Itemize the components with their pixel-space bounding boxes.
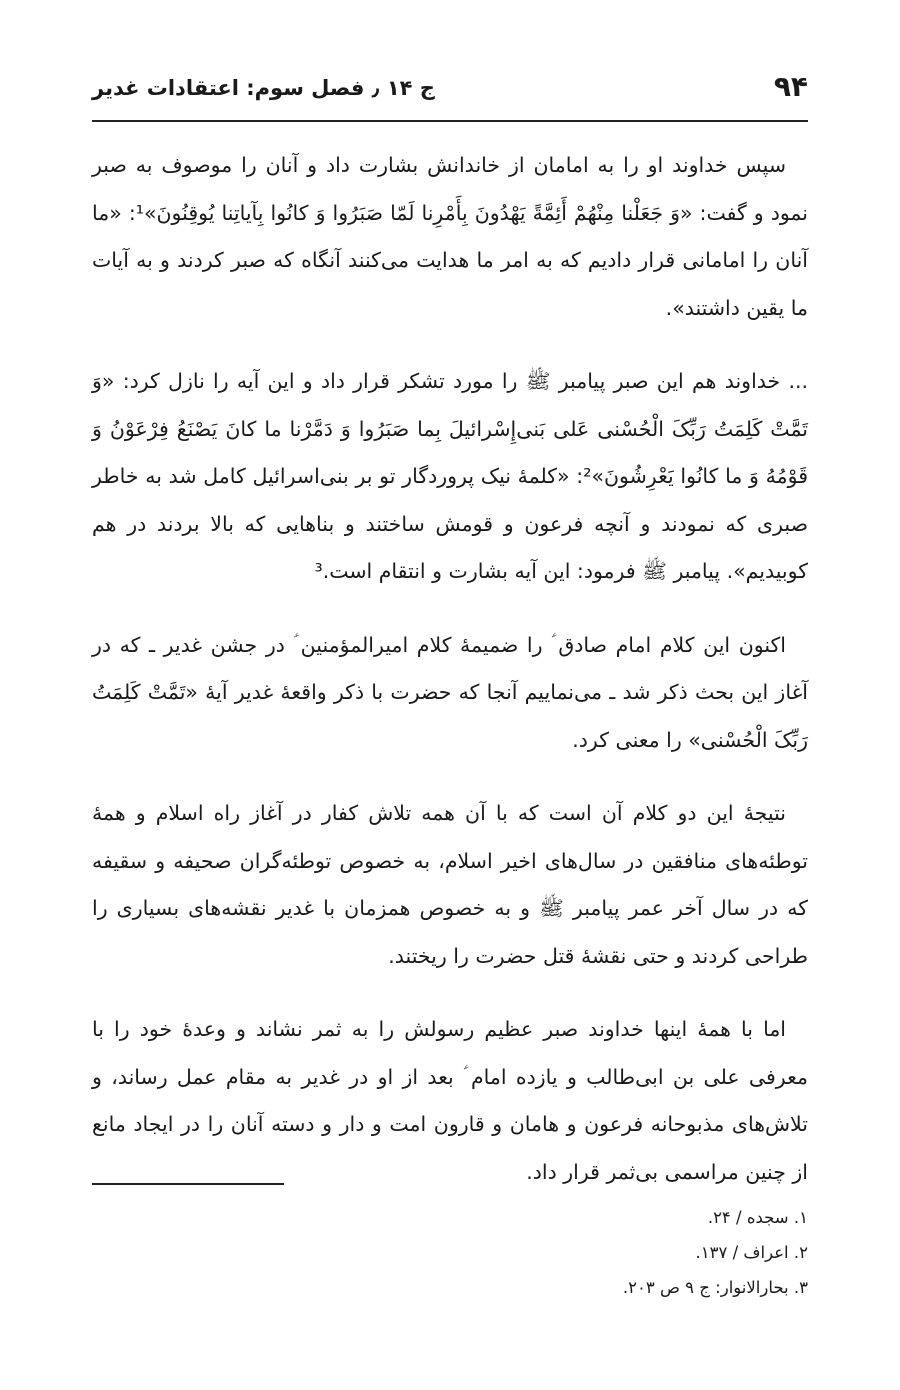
paragraph: اکنون این کلام امام صادق ؑ را ضمیمهٔ کلام امیرالمؤمنین ؑ در جشن غدیر ـ که در آغاز این بحث ذکر شد ـ می‌نماییم آنجا که حضرت با ذکر واقعهٔ غدیر آیهٔ «تَمَّتْ کَلِمَتُ رَبِّکَ الْحُسْنی» را معنی کرد. xyxy=(92,632,808,752)
page-header xyxy=(92,62,808,122)
footnotes xyxy=(92,1200,808,1305)
paragraph: سپس خداوند او را به امامان از خاندانش بشارت داد و آنان را موصوف به صبر نمود و گفت: «وَ جَعَلْنا مِنْهُمْ أَئِمَّةً یَهْدُونَ بِأَمْرِنا لَمّا صَبَرُوا وَ کانُوا بِآیاتِنا یُوقِنُونَ»¹: «ما آنان را امامانی قرار دادیم که به امر ما هدایت می‌کنند آنگاه که صبر کردند و به آیات ما یقین داشتند». xyxy=(92,153,808,320)
footnote: ۱. سجده / ۲۴. xyxy=(707,1208,808,1227)
paragraph: نتیجهٔ این دو کلام آن است که با آن همه تلاش کفار در آغاز راه اسلام و همهٔ توطئه‌های منافقین در سال‌های اخیر اسلام، به خصوص توطئه‌گران صحیفه و سقیفه که در سال آخر عمر پیامبر ﷺ و به خصوص همزمان با غدیر نقشه‌های بسیاری را طراحی کردند و حتی نقشهٔ قتل حضرت را ریختند. xyxy=(92,801,808,968)
book-page xyxy=(92,0,808,1390)
paragraph: اما با همهٔ اینها خداوند صبر عظیم رسولش را به ثمر نشاند و وعدهٔ خود را با معرفی علی بن ابی‌طالب و یازده امام ؑ بعد از او در غدیر به مقام عمل رساند، و تلاش‌های مذبوحانه فرعون و هامان و قارون امت و دار و دسته آنان را در ایجاد مانع از چنین مراسمی بی‌ثمر قرار داد. xyxy=(92,1017,808,1184)
footnote: ۲. اعراف / ۱۳۷. xyxy=(695,1243,808,1262)
footnote: ۳. بحارالانوار: ج ۹ ص ۲۰۳. xyxy=(622,1278,808,1297)
footnote-divider xyxy=(92,1183,284,1185)
paragraph: ... خداوند هم این صبر پیامبر ﷺ را مورد تشکر قرار داد و این آیه را نازل کرد: «وَ تَمَّتْ کَلِمَتُ رَبِّکَ الْحُسْنی عَلی بَنی‌إِسْرائیلَ بِما صَبَرُوا وَ دَمَّرْنا ما کانَ یَصْنَعُ فِرْعَوْنُ وَ قَوْمُهُ وَ ما کانُوا یَعْرِشُونَ»²: «کلمهٔ نیک پروردگار تو بر بنی‌اسرائیل کامل شد به خاطر صبری که نمودند و آنچه فرعون و قومش ساختند و بناهایی که بالا بردند در هم کوبیدیم». پیامبر ﷺ فرمود: این آیه بشارت و انتقام است.³ xyxy=(92,369,808,583)
running-head: ج ۱۴ ٫ فصل سوم: اعتقادات غدیر xyxy=(92,76,435,100)
page-number: ۹۴ xyxy=(773,70,808,103)
page-body xyxy=(92,142,808,1222)
